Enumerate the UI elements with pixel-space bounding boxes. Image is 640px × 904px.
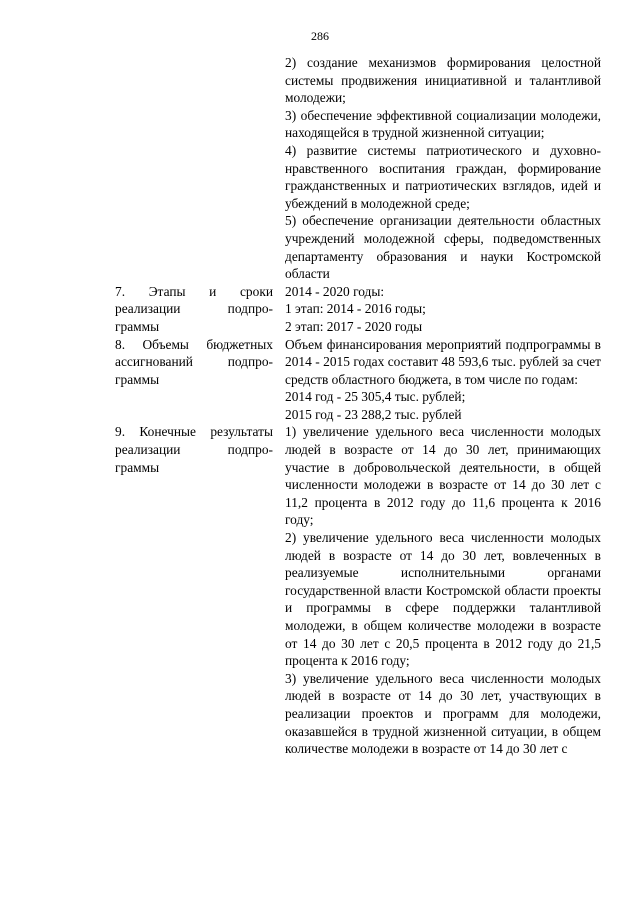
stage-1: 1 этап: 2014 - 2016 годы;	[285, 301, 426, 317]
table-row-results	[115, 423, 601, 757]
task-item-4: 4) развитие системы патриотического и духовно-нравственного воспитания граждан, формирование гражданственных и патриотических взглядов, идей и убеждений в молодежной среде;	[285, 142, 601, 211]
page-number: 286	[311, 29, 329, 43]
row-content	[285, 54, 601, 283]
budget-2014: 2014 год - 25 305,4 тыс. рублей;	[285, 389, 466, 405]
result-item-1: 1) увеличение удельного веса численности молодых людей в возрасте от 14 до 30 лет, принимающих участие в добровольческой деятельности, в общей численности молодежи в возрасте от 14 до 30 лет с 11,2 процента в 2012 году до 11,6 процента к 2016 году;	[285, 424, 601, 528]
task-item-3: 3) обеспечение эффективной социализации молодежи, находящейся в трудной жизненной ситуации;	[285, 107, 601, 141]
row-content-stages	[285, 283, 601, 336]
result-item-3: 3) увеличение удельного веса численности молодых людей в возрасте от 14 до 30 лет, участвующих в реализации проектов и программ для молодежи, оказавшейся в трудной жизненной ситуации, в общем количестве молодежи в возрасте от 14 до 30 лет с	[285, 670, 601, 757]
budget-total: Объем финансирования мероприятий подпрограммы в 2014 - 2015 годах составит 48 593,6 тыс. рублей за счет средств областного бюджета, в том числе по годам:	[285, 336, 601, 387]
budget-2015: 2015 год - 23 288,2 тыс. рублей	[285, 406, 462, 422]
row-label-budget: 8. Объемы бюджетных ассигнований подпро-граммы	[115, 336, 273, 387]
passport-table	[115, 54, 601, 758]
table-row-tasks-continued	[115, 54, 601, 283]
task-item-2: 2) создание механизмов формирования целостной системы продвижения инициативной и талантливой молодежи;	[285, 55, 601, 106]
table-row-stages	[115, 283, 601, 336]
stages-period: 2014 - 2020 годы:	[285, 283, 385, 299]
table-row-budget	[115, 336, 601, 424]
task-item-5: 5) обеспечение организации деятельности областных учреждений молодежной сферы, подведомственных департаменту образования и науки Костромской области	[285, 213, 601, 282]
row-content-budget	[285, 336, 601, 424]
stage-2: 2 этап: 2017 - 2020 годы	[285, 318, 423, 334]
result-item-2: 2) увеличение удельного веса численности молодых людей в возрасте от 14 до 30 лет, вовлеченных в реализуемые исполнительными органами государственной власти Костромской области проекты и программы в сфере поддержки талантливой молодежи, в общем количестве молодежи в возрасте от 14 до 30 лет с 20,5 процента в 2012 году до 21,5 процента к 2016 году;	[285, 530, 601, 669]
row-label-stages: 7. Этапы и сроки реализации подпро-граммы	[115, 283, 273, 334]
row-label-results: 9. Конечные результаты реализации подпро-граммы	[115, 424, 273, 475]
row-content-results	[285, 423, 601, 757]
